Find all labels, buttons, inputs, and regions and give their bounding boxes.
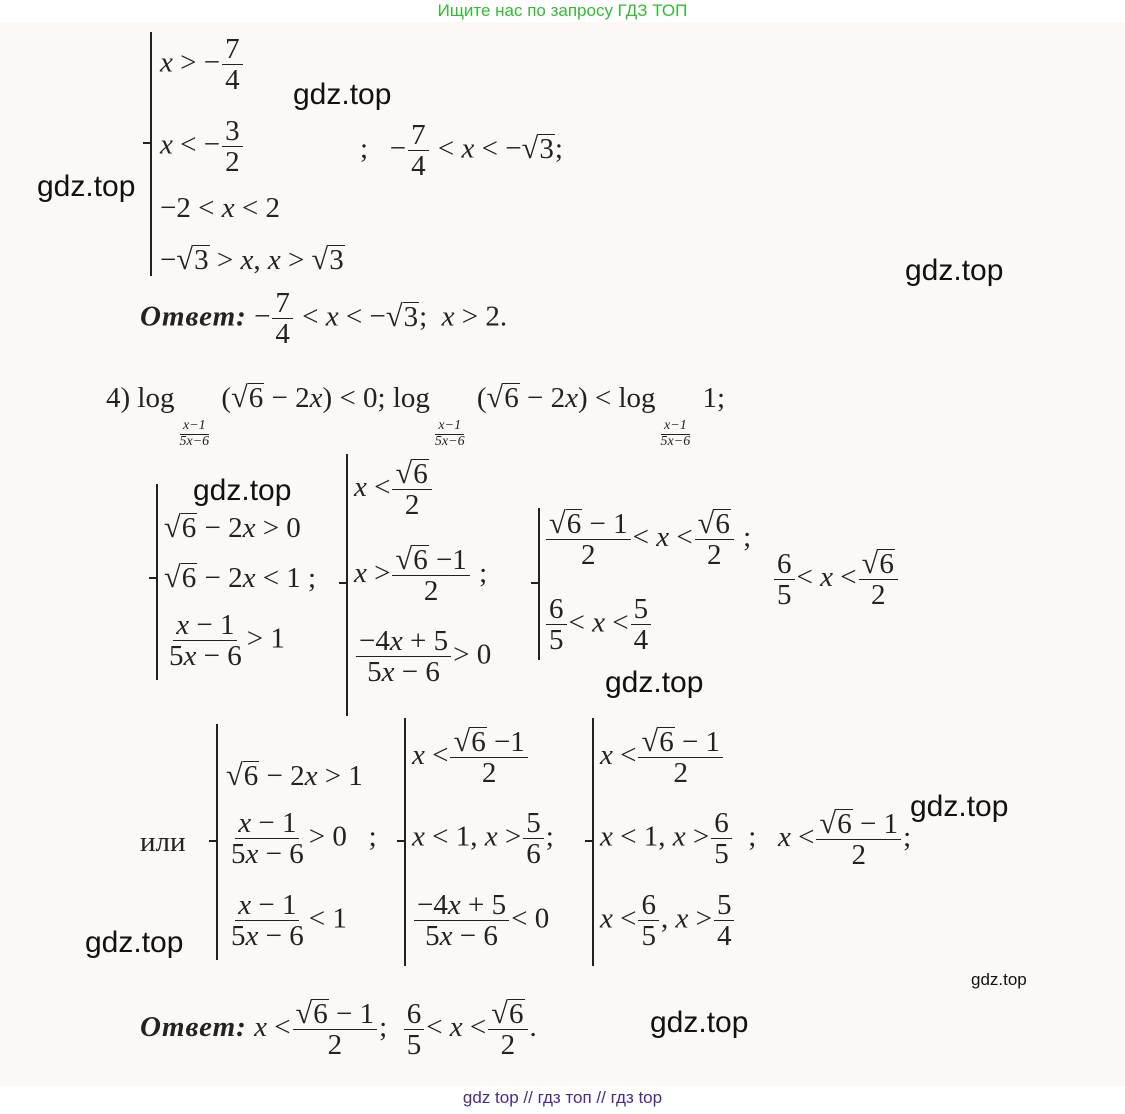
c1c-line-1: √ 6 − 1 2 < x < √ 6 2 ;	[544, 508, 751, 571]
watermark-5: gdz.top	[605, 666, 704, 699]
c2a-line-1: √ 6 − 2x > 1	[226, 758, 363, 792]
p3-result: ; − $\frac{7}{4}$ < x < − √ 3 ;	[360, 119, 563, 183]
c2b-line-3: $\frac{-4x + 5}{5x - 6}$ < 0	[412, 890, 549, 952]
watermark-3: gdz.top	[905, 254, 1004, 287]
watermark-6: gdz.top	[910, 790, 1009, 823]
p3-line-3: −2 < x < 2	[160, 192, 280, 224]
c1b-line-2: x > √ 6 −1 2 ;	[354, 542, 488, 608]
c2a-line-3: $\frac{x - 1}{5x - 6}$ < 1	[231, 889, 347, 953]
or-word: или	[140, 826, 186, 858]
semantic-text	[0, 0, 1, 1]
watermark-9: gdz.top	[650, 1006, 749, 1039]
c2c-line-3: x < $\frac{6}{5}$ , x > $\frac{5}{4}$	[600, 890, 736, 952]
c1-result: $\frac{6}{5}$ < x < √ 6 2	[772, 548, 900, 611]
footer-links[interactable]: gdz top // гдз топ // гдз top	[462, 1088, 663, 1107]
promo-link[interactable]: Ищите нас по запросу ГДЗ ТОП	[437, 1, 688, 20]
c1c-line-2: $\frac{6}{5}$ < x < $\frac{5}{4}$	[544, 594, 653, 656]
c2a-line-2: $\frac{x - 1}{5x - 6}$ > 0 ;	[231, 807, 377, 871]
watermark-7: gdz.top	[85, 926, 184, 959]
p3-line-2: x < − $\frac{3}{2}$	[160, 116, 245, 178]
watermark-8: gdz.top	[971, 970, 1027, 989]
watermark-4: gdz.top	[193, 474, 292, 507]
c2-result: x < √ 6 − 1 2 ;	[778, 806, 912, 872]
p3-line-4: − √ 3 > x, x > √ 3	[160, 242, 344, 276]
p4-answer: Ответ: x < √ 6 − 1 2 ; $\frac{6}{5}$ < x < √ 6 2 .	[140, 996, 537, 1062]
c1a-line-2: √ 6 − 2x < 1 ;	[164, 560, 317, 594]
c1a-line-3: $\frac{x - 1}{5x - 6}$ > 1	[169, 609, 285, 673]
c2b-line-2: x < 1, x > $\frac{5}{6}$ ;	[412, 807, 554, 871]
c2c-line-1: x < √ 6 − 1 2	[600, 726, 725, 789]
p4-statement: 4) log $\frac{x-1}{5x-6}$ ( √ 6 − 2x) < 0; log $\frac{x-1}{5x-6}$ ( √ 6 − 2x) < log $\frac{x-1}{5x-6}$ 1;	[106, 380, 726, 449]
c1b-line-1: x < √ 6 2	[354, 458, 434, 521]
c2b-line-1: x < √ 6 −1 2	[412, 726, 530, 789]
p3-answer: Ответ: − $\frac{7}{4}$ < x < − √ 3 ; x > 2.	[140, 287, 508, 351]
c2c-line-2: x < 1, x > $\frac{6}{5}$ ;	[600, 807, 757, 871]
c1b-line-3: $\frac{-4x + 5}{5x - 6}$ > 0	[354, 626, 491, 688]
textbook-page	[0, 22, 1125, 1086]
watermark-1: gdz.top	[293, 78, 392, 111]
p3-line-1: x > − $\frac{7}{4}$	[160, 34, 245, 96]
c1a-line-1: √ 6 − 2x > 0	[164, 510, 301, 544]
watermark-2: gdz.top	[37, 170, 136, 203]
